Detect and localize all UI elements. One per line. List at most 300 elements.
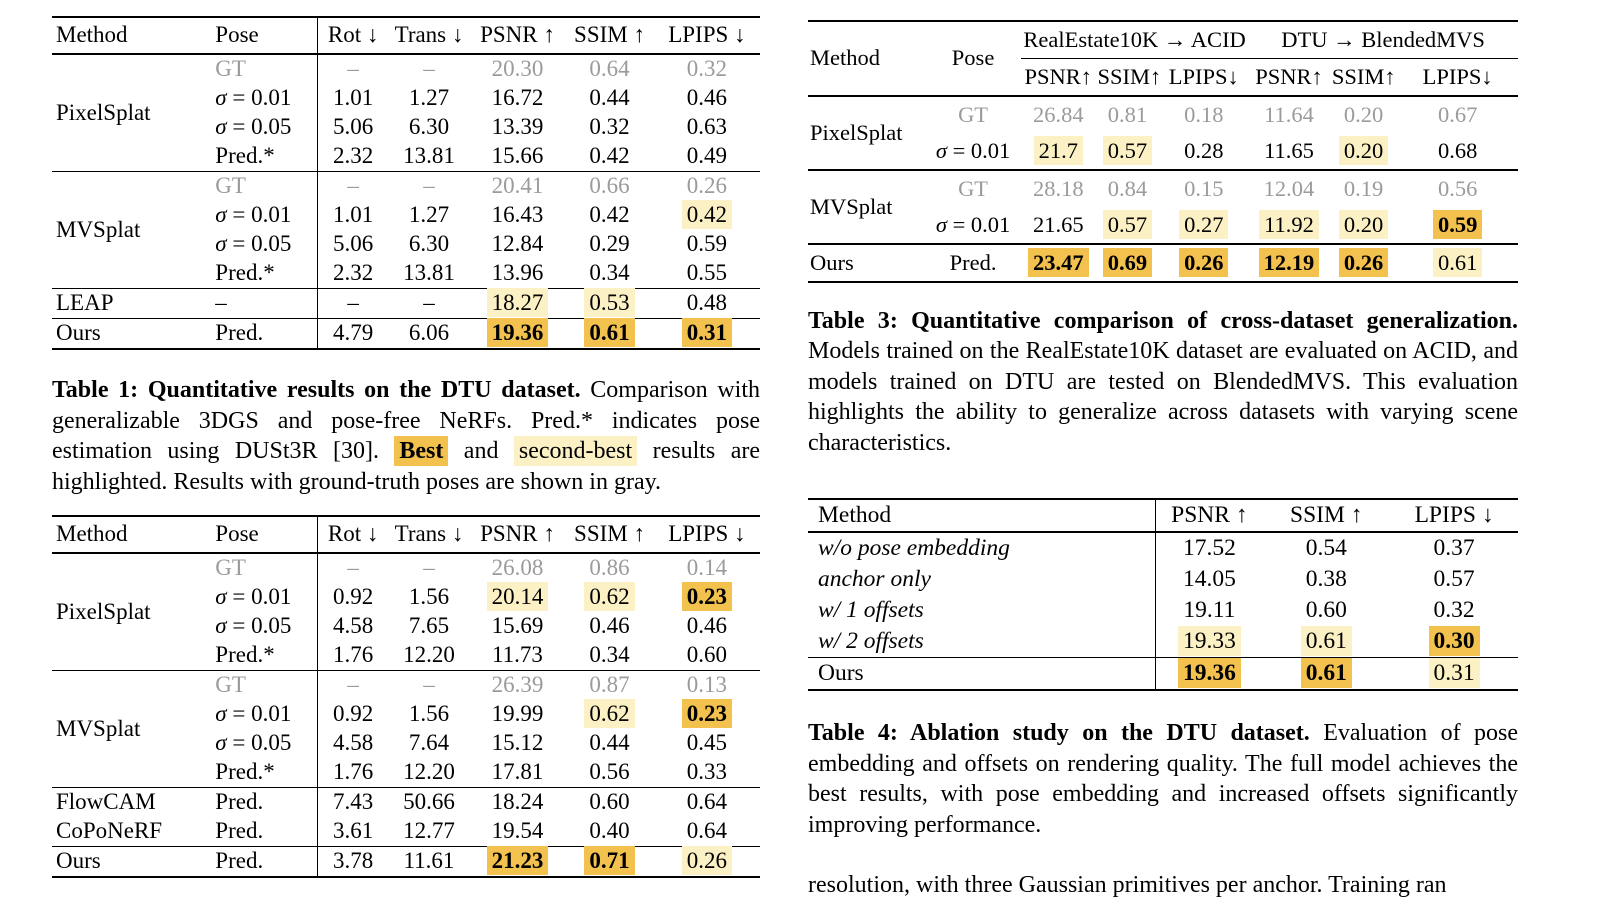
data-cell: 0.40 <box>589 818 630 844</box>
data-cell: – <box>317 671 388 701</box>
data-cell: 0.44 <box>589 85 630 111</box>
table-row <box>52 319 760 350</box>
header-cell: PSNR↑ <box>1248 58 1330 95</box>
best-result-highlight: 0.61 <box>1301 658 1352 688</box>
table <box>808 498 1518 691</box>
data-cell: 0.44 <box>589 730 630 756</box>
data-cell <box>470 847 566 878</box>
data-cell: 0.59 <box>686 231 727 257</box>
data-cell: – <box>317 172 388 202</box>
second-best-highlight: 0.27 <box>1179 210 1228 239</box>
data-cell: 4.58 <box>317 612 388 641</box>
data-cell: 5.06 <box>317 113 388 142</box>
data-cell: 7.64 <box>408 730 450 756</box>
header-cell: SSIM↑ <box>1096 58 1160 95</box>
data-cell <box>1159 244 1248 282</box>
header-cell: Pose <box>211 516 317 553</box>
table-2-results <box>52 515 760 878</box>
second-best-highlight: 18.27 <box>487 288 549 317</box>
data-cell: 0.19 <box>1343 175 1384 201</box>
right-column <box>808 0 1518 899</box>
header-row <box>52 17 760 54</box>
header-cell: Method <box>52 516 211 553</box>
data-cell <box>654 201 760 230</box>
data-cell <box>1330 207 1397 244</box>
data-cell <box>1096 207 1160 244</box>
header-cell: RealEstate10K → ACID <box>1021 21 1248 58</box>
data-cell: 2.32 <box>317 142 388 172</box>
data-cell: 0.14 <box>686 555 727 581</box>
caption-text: Quantitative comparison of cross-dataset generalization. <box>911 307 1518 334</box>
table-row <box>52 289 760 319</box>
second-best-highlight: 0.57 <box>1103 210 1152 239</box>
table-row <box>52 788 760 818</box>
data-cell <box>1330 244 1397 282</box>
table-row <box>808 626 1518 658</box>
table-row <box>52 54 760 84</box>
header-cell: SSIM↑ <box>1330 58 1397 95</box>
best-result-highlight: 12.19 <box>1259 248 1320 277</box>
caption-text: Table 3 <box>808 307 890 334</box>
data-cell <box>1096 133 1160 170</box>
data-cell <box>1390 658 1518 691</box>
data-cell: PixelSplat <box>56 99 151 125</box>
data-cell: – <box>423 56 435 82</box>
data-cell: – <box>423 173 435 199</box>
data-cell <box>1262 658 1390 691</box>
data-cell: 0.56 <box>1437 175 1478 201</box>
data-cell: 1.56 <box>408 701 450 727</box>
data-cell: 0.45 <box>686 730 727 756</box>
second-best-highlight: 0.53 <box>584 288 634 317</box>
data-cell: 26.08 <box>491 555 544 581</box>
data-cell: 0.34 <box>589 260 630 286</box>
header-cell: Trans ↓ <box>388 17 469 54</box>
data-cell: 0.28 <box>1184 137 1224 163</box>
data-cell: 13.96 <box>491 260 544 286</box>
data-cell: σ = 0.05 <box>215 114 292 140</box>
data-cell: 11.64 <box>1264 101 1314 127</box>
data-cell: FlowCAM <box>56 789 156 815</box>
data-cell: 0.60 <box>1305 597 1347 624</box>
body-text-fragment: resolution, with three Gaussian primitives per anchor. Training ran <box>808 872 1447 899</box>
data-cell: Pred.* <box>215 260 275 286</box>
data-cell: w/ 2 offsets <box>818 628 924 655</box>
second-best-highlight: 0.42 <box>682 200 732 229</box>
data-cell <box>1248 207 1330 244</box>
data-cell: 26.84 <box>1032 101 1084 127</box>
data-cell: 16.43 <box>491 202 544 228</box>
data-cell: w/ 1 offsets <box>818 597 924 624</box>
header-cell: LPIPS ↓ <box>654 17 760 54</box>
data-cell: 0.46 <box>589 613 630 639</box>
data-cell <box>470 319 566 350</box>
data-cell: 1.01 <box>317 84 388 113</box>
caption-text: Quantitative results on the DTU dataset. <box>147 377 581 403</box>
second-best-highlight: 21.7 <box>1034 136 1083 165</box>
data-cell: 17.52 <box>1156 532 1263 564</box>
header-cell: LPIPS↓ <box>1397 58 1518 95</box>
data-cell: 14.05 <box>1156 564 1263 595</box>
best-result-highlight: 0.26 <box>1339 248 1388 277</box>
caption-text: Table 4 <box>808 720 890 747</box>
data-cell <box>565 319 654 350</box>
data-cell: 0.56 <box>589 759 630 785</box>
data-cell: PixelSplat <box>56 598 151 624</box>
header-cell: Method <box>808 21 925 96</box>
second-best-highlight: 0.31 <box>1429 658 1480 688</box>
data-cell: – <box>423 672 435 698</box>
data-cell: Pred. <box>215 789 264 815</box>
data-cell: 0.57 <box>1433 566 1475 593</box>
data-cell: 0.26 <box>686 173 727 199</box>
table-row <box>808 595 1518 626</box>
data-cell: GT <box>958 175 989 201</box>
data-cell: Pred.* <box>215 759 275 785</box>
header-row <box>808 21 1518 58</box>
data-cell: Ours <box>56 320 101 346</box>
data-cell: 0.66 <box>589 173 630 199</box>
data-cell: 12.84 <box>491 231 544 257</box>
data-cell <box>1248 244 1330 282</box>
second-best-highlight: 20.14 <box>487 582 549 611</box>
data-cell: σ = 0.01 <box>935 137 1011 163</box>
header-cell: SSIM ↑ <box>1262 499 1390 532</box>
best-result-highlight: 19.36 <box>1178 658 1241 688</box>
data-cell: 0.37 <box>1433 535 1475 562</box>
data-cell: anchor only <box>818 566 931 593</box>
second-best-highlight: 0.62 <box>584 582 634 611</box>
data-cell: 0.34 <box>589 642 630 668</box>
data-cell: 20.30 <box>491 56 544 82</box>
table-row <box>808 564 1518 595</box>
data-cell: 13.81 <box>403 143 455 169</box>
data-cell: σ = 0.05 <box>215 231 292 257</box>
data-cell: Pred. <box>215 848 264 874</box>
data-cell: 0.32 <box>589 114 630 140</box>
second-best-highlight: 11.92 <box>1259 210 1319 239</box>
data-cell: 3.78 <box>317 847 388 878</box>
data-cell: 0.60 <box>686 642 727 668</box>
data-cell <box>654 847 760 878</box>
data-cell: 0.86 <box>589 555 630 581</box>
best-result-highlight: 0.59 <box>1433 210 1482 239</box>
table-3-cross-dataset <box>808 20 1518 283</box>
data-cell <box>565 847 654 878</box>
header-cell: Pose <box>925 21 1021 96</box>
header-row <box>808 499 1518 532</box>
data-cell: 0.46 <box>686 613 727 639</box>
data-cell: MVSplat <box>56 715 141 741</box>
second-best-highlight: 0.61 <box>1433 248 1482 277</box>
data-cell: 15.66 <box>491 143 544 169</box>
best-result-highlight: 19.36 <box>487 318 549 347</box>
data-cell: Pred.* <box>215 143 275 169</box>
caption-text: Comparison with generalizable 3DGS and pose-free NeRFs. Pred.* indicates pose estimation using DUSt3R [30]. <box>52 377 760 464</box>
data-cell <box>1262 626 1390 658</box>
table-row <box>808 96 1518 133</box>
header-cell: PSNR ↑ <box>1156 499 1263 532</box>
data-cell: 0.67 <box>1437 101 1478 127</box>
header-cell: Rot ↓ <box>317 17 388 54</box>
header-cell: PSNR ↑ <box>470 516 566 553</box>
header-cell: Method <box>808 499 1156 532</box>
data-cell: 0.92 <box>317 583 388 612</box>
data-cell: GT <box>215 173 246 199</box>
data-cell: 6.30 <box>408 231 450 257</box>
data-cell: 0.15 <box>1184 175 1224 201</box>
data-cell: Pred. <box>949 249 997 275</box>
data-cell: 1.76 <box>317 641 388 671</box>
table-3-caption <box>808 306 1518 459</box>
left-column <box>52 0 760 878</box>
data-cell: 0.68 <box>1437 137 1478 163</box>
data-cell: 0.48 <box>686 290 727 316</box>
table <box>808 20 1518 283</box>
data-cell <box>654 700 760 729</box>
data-cell: 19.99 <box>491 701 544 727</box>
table-1-caption <box>52 375 760 497</box>
data-cell <box>1397 244 1518 282</box>
data-cell: GT <box>215 672 246 698</box>
data-cell: 1.01 <box>317 201 388 230</box>
data-cell: 7.43 <box>317 788 388 818</box>
data-cell: 28.18 <box>1032 175 1084 201</box>
data-cell <box>565 289 654 319</box>
second-best-highlight: 19.33 <box>1178 626 1241 656</box>
data-cell: 21.65 <box>1032 211 1084 237</box>
data-cell: 1.27 <box>408 85 450 111</box>
header-cell: SSIM ↑ <box>565 17 654 54</box>
header-cell: SSIM ↑ <box>565 516 654 553</box>
data-cell: 0.54 <box>1305 535 1347 562</box>
data-cell: Ours <box>56 848 101 874</box>
data-cell: – <box>317 553 388 583</box>
best-result-highlight: 0.23 <box>682 582 732 611</box>
header-cell: LPIPS ↓ <box>1390 499 1518 532</box>
best-result-highlight: 0.23 <box>682 699 732 728</box>
data-cell: 0.49 <box>686 143 727 169</box>
data-cell <box>1397 207 1518 244</box>
data-cell: MVSplat <box>810 193 893 219</box>
data-cell: 0.20 <box>1343 101 1384 127</box>
table-row <box>808 658 1518 691</box>
data-cell: – <box>423 555 435 581</box>
data-cell: 19.11 <box>1156 595 1263 626</box>
data-cell: 0.60 <box>589 789 630 815</box>
header-cell: LPIPS ↓ <box>654 516 760 553</box>
header-cell: DTU → BlendedMVS <box>1248 21 1518 58</box>
data-cell: 0.64 <box>686 789 727 815</box>
data-cell: 13.39 <box>491 114 544 140</box>
caption-text: : <box>130 377 148 403</box>
data-cell: w/o pose embedding <box>818 535 1010 562</box>
data-cell: 18.24 <box>491 789 544 815</box>
data-cell: PixelSplat <box>810 119 903 145</box>
data-cell: 6.30 <box>408 114 450 140</box>
table-1-dtu-results <box>52 16 760 350</box>
table-row <box>52 671 760 701</box>
data-cell: Pred.* <box>215 642 275 668</box>
header-cell: PSNR ↑ <box>470 17 566 54</box>
data-cell: GT <box>958 101 989 127</box>
best-result-highlight: 0.26 <box>1179 248 1228 277</box>
data-cell: 13.81 <box>403 260 455 286</box>
data-cell: 5.06 <box>317 230 388 259</box>
table <box>52 515 760 878</box>
data-cell <box>1096 244 1160 282</box>
data-cell: – <box>317 289 388 319</box>
header-row <box>52 516 760 553</box>
data-cell <box>470 583 566 612</box>
caption-text: Evaluation of pose embedding and offsets on rendering quality. The full model achieves the best results, with pose embedding and increased offsets significantly improving performance. <box>808 720 1519 838</box>
header-cell: PSNR↑ <box>1021 58 1096 95</box>
data-cell: 12.77 <box>403 818 455 844</box>
data-cell: 12.20 <box>403 759 455 785</box>
data-cell <box>1159 207 1248 244</box>
data-cell: 4.58 <box>317 729 388 758</box>
data-cell: 50.66 <box>403 789 455 815</box>
data-cell: – <box>423 290 435 316</box>
caption-text: : <box>889 307 912 334</box>
caption-text: Ablation study on the DTU dataset. <box>909 720 1310 747</box>
table-4-caption <box>808 718 1518 840</box>
best-result-highlight: 0.31 <box>682 318 732 347</box>
data-cell: 19.54 <box>491 818 544 844</box>
header-cell: LPIPS↓ <box>1159 58 1248 95</box>
data-cell: Pred. <box>215 320 264 346</box>
data-cell: 0.81 <box>1107 101 1148 127</box>
data-cell: 1.56 <box>408 584 450 610</box>
table-row <box>808 532 1518 564</box>
data-cell: Ours <box>810 249 854 275</box>
data-cell: GT <box>215 56 246 82</box>
table <box>52 16 760 350</box>
data-cell: 0.84 <box>1107 175 1148 201</box>
data-cell: 6.06 <box>408 320 450 346</box>
data-cell: 0.55 <box>686 260 727 286</box>
data-cell: 2.32 <box>317 259 388 289</box>
data-cell: σ = 0.01 <box>215 85 292 111</box>
data-cell: 0.87 <box>589 672 630 698</box>
data-cell: 7.65 <box>408 613 450 639</box>
best-result-highlight: 21.23 <box>487 846 549 875</box>
data-cell: σ = 0.01 <box>935 211 1011 237</box>
data-cell: CoPoNeRF <box>56 818 163 844</box>
data-cell: 3.61 <box>317 817 388 847</box>
data-cell: 0.42 <box>589 143 630 169</box>
data-cell <box>1156 658 1263 691</box>
caption-text: results are highlighted. Results with ground-truth poses are shown in gray. <box>52 438 760 495</box>
data-cell: 0.38 <box>1305 566 1347 593</box>
data-cell: 0.32 <box>1433 597 1475 624</box>
data-cell: – <box>215 290 227 316</box>
data-cell: Pred. <box>215 818 264 844</box>
table-4-ablation <box>808 498 1518 691</box>
data-cell <box>565 583 654 612</box>
data-cell: 11.61 <box>403 848 455 874</box>
data-cell: 15.69 <box>491 613 544 639</box>
data-cell: 26.39 <box>491 672 544 698</box>
data-cell <box>1156 626 1263 658</box>
caption-highlight-legend: Best <box>394 436 448 466</box>
data-cell: LEAP <box>56 290 114 316</box>
best-result-highlight: 0.69 <box>1103 248 1152 277</box>
data-cell: 20.41 <box>491 173 544 199</box>
header-cell: Rot ↓ <box>317 516 388 553</box>
table-row <box>52 847 760 878</box>
data-cell: σ = 0.05 <box>215 730 292 756</box>
data-cell: 0.13 <box>686 672 727 698</box>
second-best-highlight: 0.26 <box>682 846 732 875</box>
data-cell: σ = 0.01 <box>215 584 292 610</box>
header-cell: Method <box>52 17 211 54</box>
header-cell: Trans ↓ <box>388 516 469 553</box>
data-cell: GT <box>215 555 246 581</box>
second-best-highlight: 0.20 <box>1339 210 1388 239</box>
best-result-highlight: 23.47 <box>1028 248 1089 277</box>
data-cell: σ = 0.01 <box>215 701 292 727</box>
data-cell: 0.42 <box>589 202 630 228</box>
caption-text: : <box>889 720 910 747</box>
data-cell: σ = 0.05 <box>215 613 292 639</box>
second-best-highlight: 0.20 <box>1339 136 1388 165</box>
data-cell: 0.29 <box>589 231 630 257</box>
data-cell: 1.76 <box>317 758 388 788</box>
data-cell <box>470 289 566 319</box>
data-cell: 0.64 <box>589 56 630 82</box>
data-cell <box>654 319 760 350</box>
table-row <box>808 170 1518 207</box>
data-cell <box>1021 244 1096 282</box>
data-cell: 0.46 <box>686 85 727 111</box>
best-result-highlight: 0.30 <box>1429 626 1480 656</box>
table-row <box>52 553 760 583</box>
data-cell <box>1330 133 1397 170</box>
data-cell <box>565 700 654 729</box>
data-cell: 4.79 <box>317 319 388 350</box>
second-best-highlight: 0.61 <box>1301 626 1352 656</box>
data-cell: 17.81 <box>491 759 544 785</box>
data-cell: 0.64 <box>686 818 727 844</box>
data-cell: – <box>317 54 388 84</box>
data-cell: 0.63 <box>686 114 727 140</box>
data-cell: 1.27 <box>408 202 450 228</box>
data-cell: σ = 0.01 <box>215 202 292 228</box>
best-result-highlight: 0.61 <box>584 318 634 347</box>
caption-text: Table 1 <box>52 377 131 403</box>
table-row <box>52 817 760 847</box>
data-cell <box>1021 133 1096 170</box>
data-cell: 0.32 <box>686 56 727 82</box>
header-cell: Pose <box>211 17 317 54</box>
data-cell <box>1390 626 1518 658</box>
caption-highlight-legend: second-best <box>514 436 637 466</box>
data-cell: 0.92 <box>317 700 388 729</box>
data-cell: Ours <box>818 660 864 687</box>
data-cell: 0.18 <box>1184 101 1224 127</box>
data-cell: 12.20 <box>403 642 455 668</box>
data-cell: 11.65 <box>1264 137 1314 163</box>
table-row <box>808 244 1518 282</box>
data-cell: 15.12 <box>491 730 544 756</box>
data-cell <box>654 583 760 612</box>
second-best-highlight: 0.57 <box>1103 136 1152 165</box>
data-cell: MVSplat <box>56 216 141 242</box>
data-cell: 11.73 <box>492 642 543 668</box>
second-best-highlight: 0.62 <box>584 699 634 728</box>
table-row <box>52 172 760 202</box>
